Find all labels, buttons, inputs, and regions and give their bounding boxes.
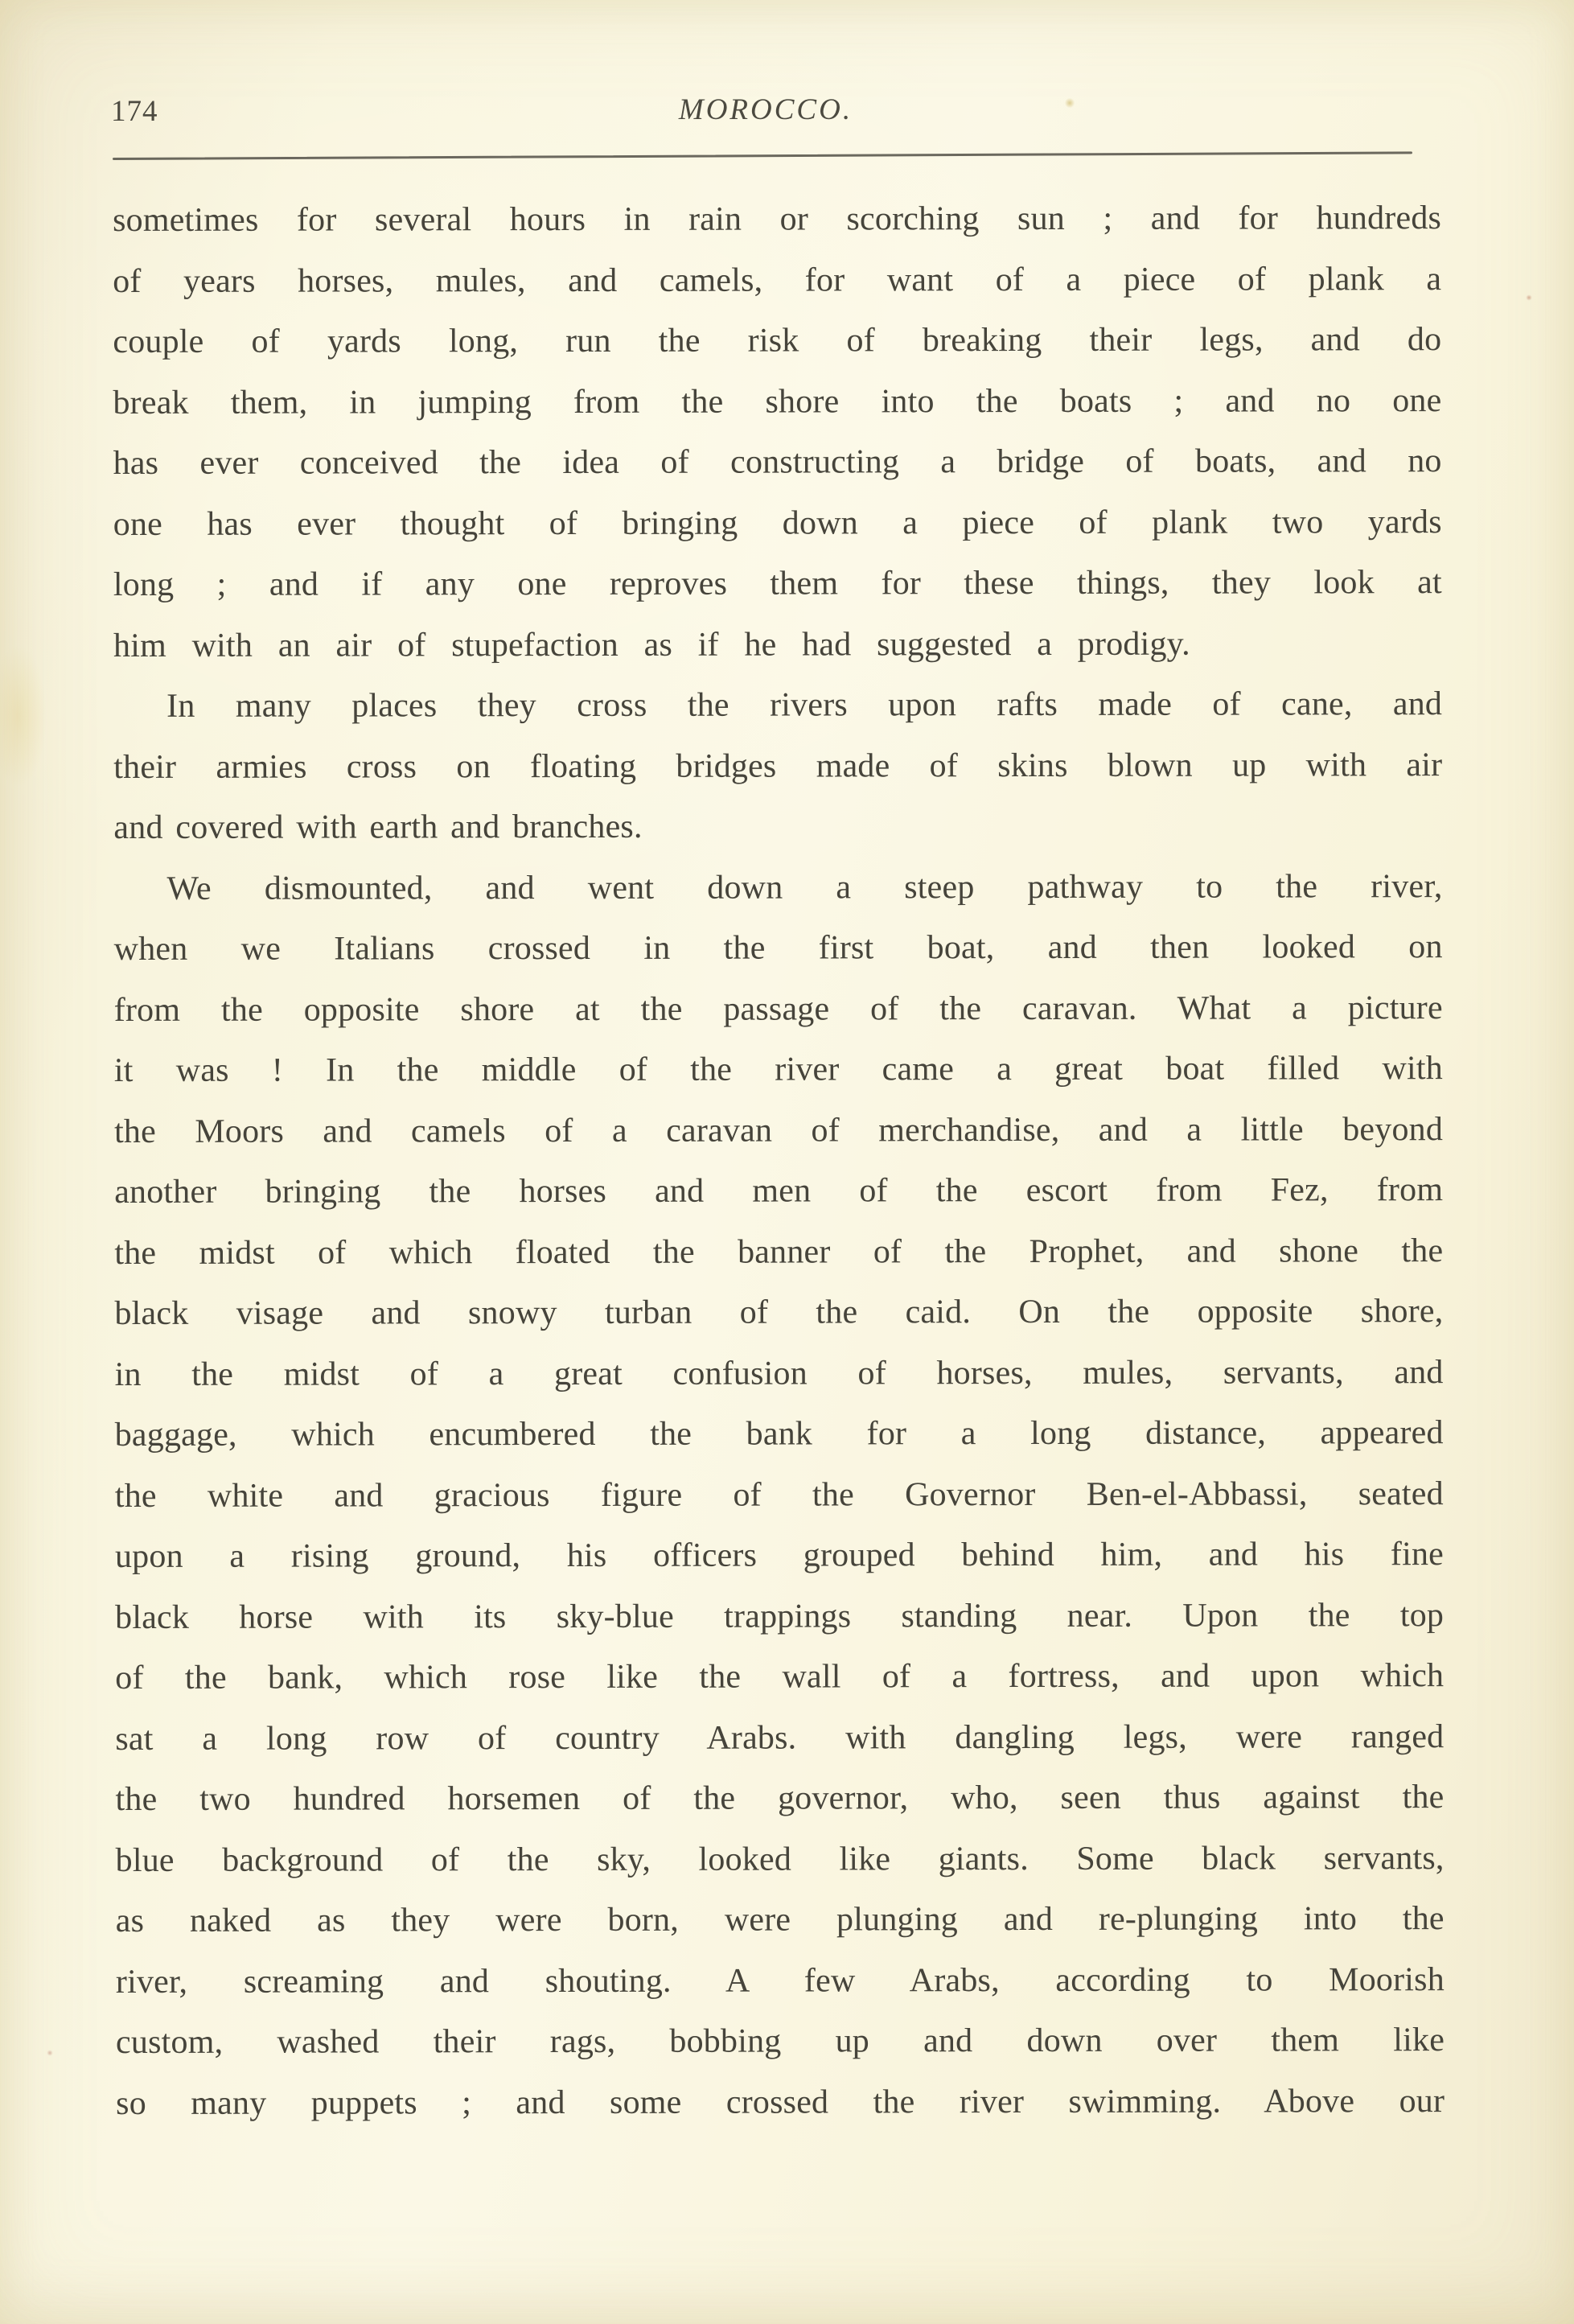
text-line: upon a rising ground, his officers grouped behind him, and his fine (114, 1536, 1445, 1575)
text-line: blue background of the sky, looked like giants. Some black servants, (115, 1839, 1445, 1879)
text-line: In many places they cross the rivers upon rafts made of cane, and (166, 685, 1443, 725)
text-line: black horse with its sky-blue trappings standing near. Upon the top (115, 1596, 1445, 1636)
text-line: when we Italians crossed in the first boat, and then looked on (113, 928, 1443, 968)
text-line: the midst of which floated the banner of the Prophet, and shone the (114, 1232, 1444, 1272)
text-line: as naked as they were born, were plunging and re-plunging into the (115, 1900, 1445, 1939)
text-line: sat a long row of country Arabs. with dangling legs, were ranged (115, 1717, 1445, 1758)
text-line: river, screaming and shouting. A few Arabs, according to Moorish (115, 1960, 1445, 2001)
text-line: and covered with earth and branches. (113, 808, 643, 846)
text-line: the white and gracious figure of the Governor Ben-el-Abbassi, seated (114, 1475, 1444, 1515)
text-line: break them, in jumping from the shore into the boats ; and no one (113, 381, 1442, 422)
text-line: baggage, which encumbered the bank for a long distance, appeared (114, 1414, 1444, 1454)
text-line: black visage and snowy turban of the caid. On the opposite shore, (114, 1293, 1444, 1332)
text-line: him with an air of stupefaction as if he had suggested a prodigy. (113, 625, 1190, 664)
text-line: one has ever thought of bringing down a piece of plank two yards (113, 503, 1442, 543)
text-line: of years horses, mules, and camels, for want of a piece of plank a (113, 260, 1442, 300)
text-line: in the midst of a great confusion of horses, mules, servants, and (114, 1353, 1444, 1393)
text-line: long ; and if any one reproves them for these things, they look at (113, 564, 1442, 603)
text-line: of the bank, which rose like the wall of a fortress, and upon which (115, 1657, 1445, 1697)
text-line: We dismounted, and went down a steep pathway to the river, (166, 867, 1443, 907)
header-rule (113, 151, 1412, 160)
running-title: MOROCCO. (678, 93, 853, 126)
text-line: couple of yards long, run the risk of breaking their legs, and do (113, 321, 1442, 360)
text-line: from the opposite shore at the passage of the caravan. What a picture (113, 989, 1443, 1029)
text-line: so many puppets ; and some crossed the river swimming. Above our (116, 2082, 1445, 2122)
text-line: has ever conceived the idea of constructing a bridge of boats, and no (113, 442, 1442, 482)
body-text (113, 188, 1445, 2134)
text-line: custom, washed their rags, bobbing up and down over them like (115, 2022, 1445, 2061)
text-line: sometimes for several hours in rain or scorching sun ; and for hundreds (113, 199, 1442, 239)
text-line: another bringing the horses and men of the escort from Fez, from (114, 1171, 1444, 1211)
text-line: their armies cross on floating bridges made of skins blown up with air (113, 746, 1443, 786)
text-line: the Moors and camels of a caravan of merchandise, and a little beyond (114, 1110, 1444, 1150)
text-line: it was ! In the middle of the river came a great boat filled with (113, 1050, 1443, 1089)
page-number: 174 (111, 95, 158, 128)
text-line: the two hundred horsemen of the governor, who, seen thus against the (115, 1779, 1445, 1818)
